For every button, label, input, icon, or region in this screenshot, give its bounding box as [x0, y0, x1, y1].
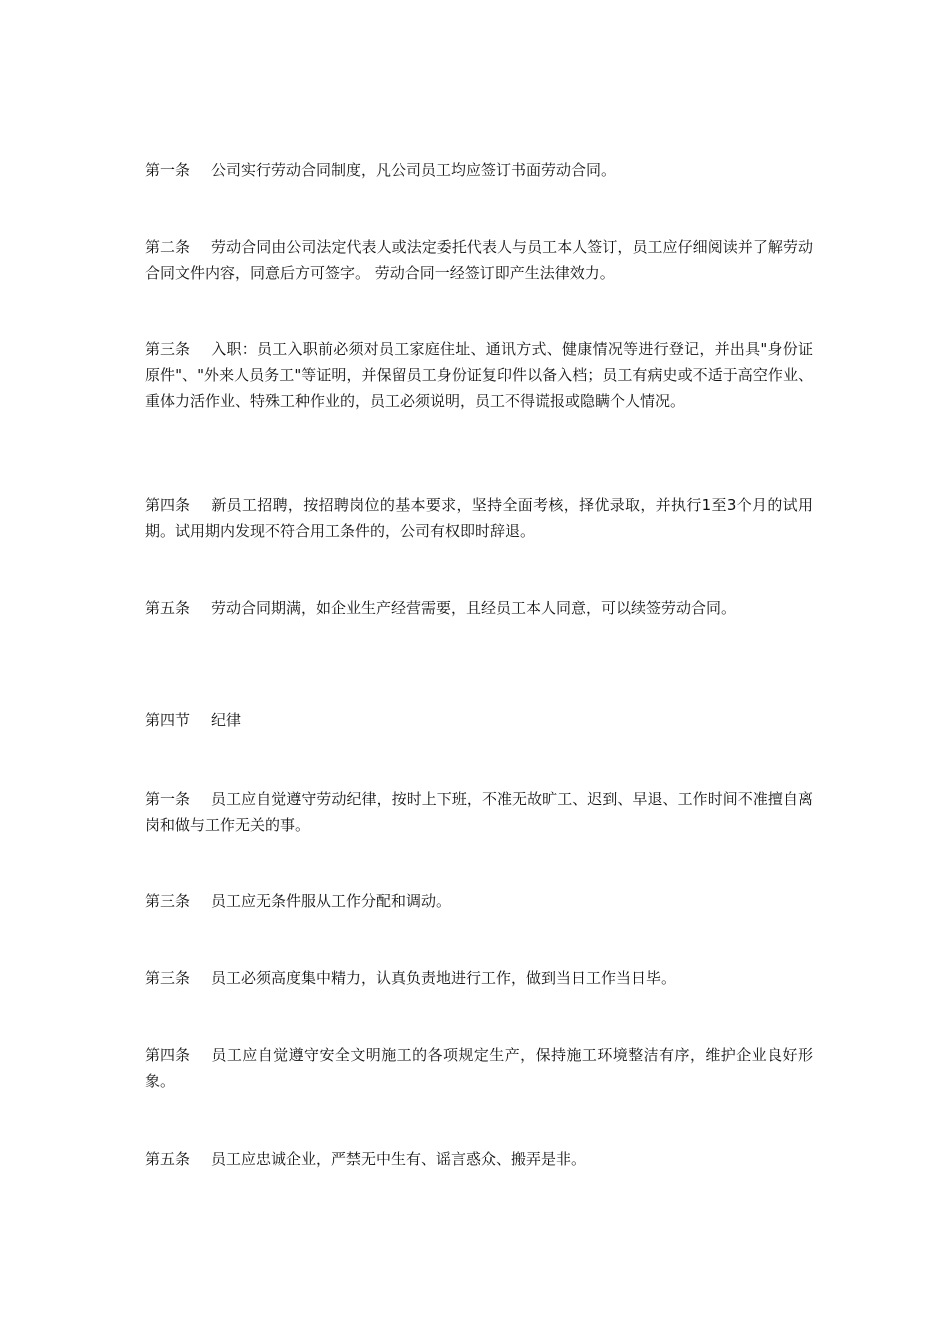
- article-paragraph: [145, 234, 813, 286]
- article-number: 第四条: [145, 1046, 191, 1064]
- article-text: 劳动合同期满，如企业生产经营需要，且经员工本人同意，可以续签劳动合同。: [211, 599, 737, 617]
- article-number: 第五条: [145, 599, 191, 617]
- article-text: 劳动合同由公司法定代表人或法定委托代表人与员工本人签订，员工应仔细阅读并了解劳动合同文件内容，同意后方可签字。 劳动合同一经签订即产生法律效力。: [145, 238, 813, 282]
- article-number: 第一条: [145, 161, 191, 179]
- article-number: 第四条: [145, 496, 191, 514]
- article-paragraph: [145, 786, 813, 838]
- article-paragraph: [145, 336, 813, 414]
- article-paragraph: [145, 157, 813, 183]
- article-number: 第三条: [145, 969, 191, 987]
- article-text: 员工应自觉遵守劳动纪律，按时上下班，不准无故旷工、迟到、早退、工作时间不准擅自离岗和做与工作无关的事。: [145, 790, 813, 834]
- article-number: 第五条: [145, 1150, 191, 1168]
- article-paragraph: [145, 595, 813, 621]
- article-paragraph: [145, 492, 813, 544]
- article-paragraph: [145, 888, 813, 914]
- section-number: 第四节: [145, 711, 191, 729]
- section-title: 纪律: [211, 711, 242, 729]
- article-paragraph: [145, 965, 813, 991]
- article-text: 员工必须高度集中精力，认真负责地进行工作，做到当日工作当日毕。: [211, 969, 677, 987]
- article-text: 员工应自觉遵守安全文明施工的各项规定生产，保持施工环境整洁有序，维护企业良好形象。: [145, 1046, 813, 1090]
- article-paragraph: [145, 1042, 813, 1094]
- article-text: 员工应忠诚企业，严禁无中生有、谣言惑众、搬弄是非。: [211, 1150, 587, 1168]
- article-text: 公司实行劳动合同制度，凡公司员工均应签订书面劳动合同。: [211, 161, 617, 179]
- article-number: 第三条: [145, 892, 191, 910]
- article-number: 第三条: [145, 340, 191, 358]
- article-number: 第一条: [145, 790, 191, 808]
- section-heading: [145, 707, 813, 733]
- article-number: 第二条: [145, 238, 191, 256]
- article-text: 新员工招聘，按招聘岗位的基本要求，坚持全面考核，择优录取，并执行1至3个月的试用期。试用期内发现不符合用工条件的，公司有权即时辞退。: [145, 496, 813, 540]
- article-text: 入职：员工入职前必须对员工家庭住址、通讯方式、健康情况等进行登记，并出具"身份证原件"、"外来人员务工"等证明，并保留员工身份证复印件以备入档；员工有病史或不适于高空作业、重体力活作业、特殊工种作业的，员工必须说明，员工不得谎报或隐瞒个人情况。: [145, 340, 813, 410]
- article-paragraph: [145, 1146, 813, 1172]
- article-text: 员工应无条件服从工作分配和调动。: [211, 892, 452, 910]
